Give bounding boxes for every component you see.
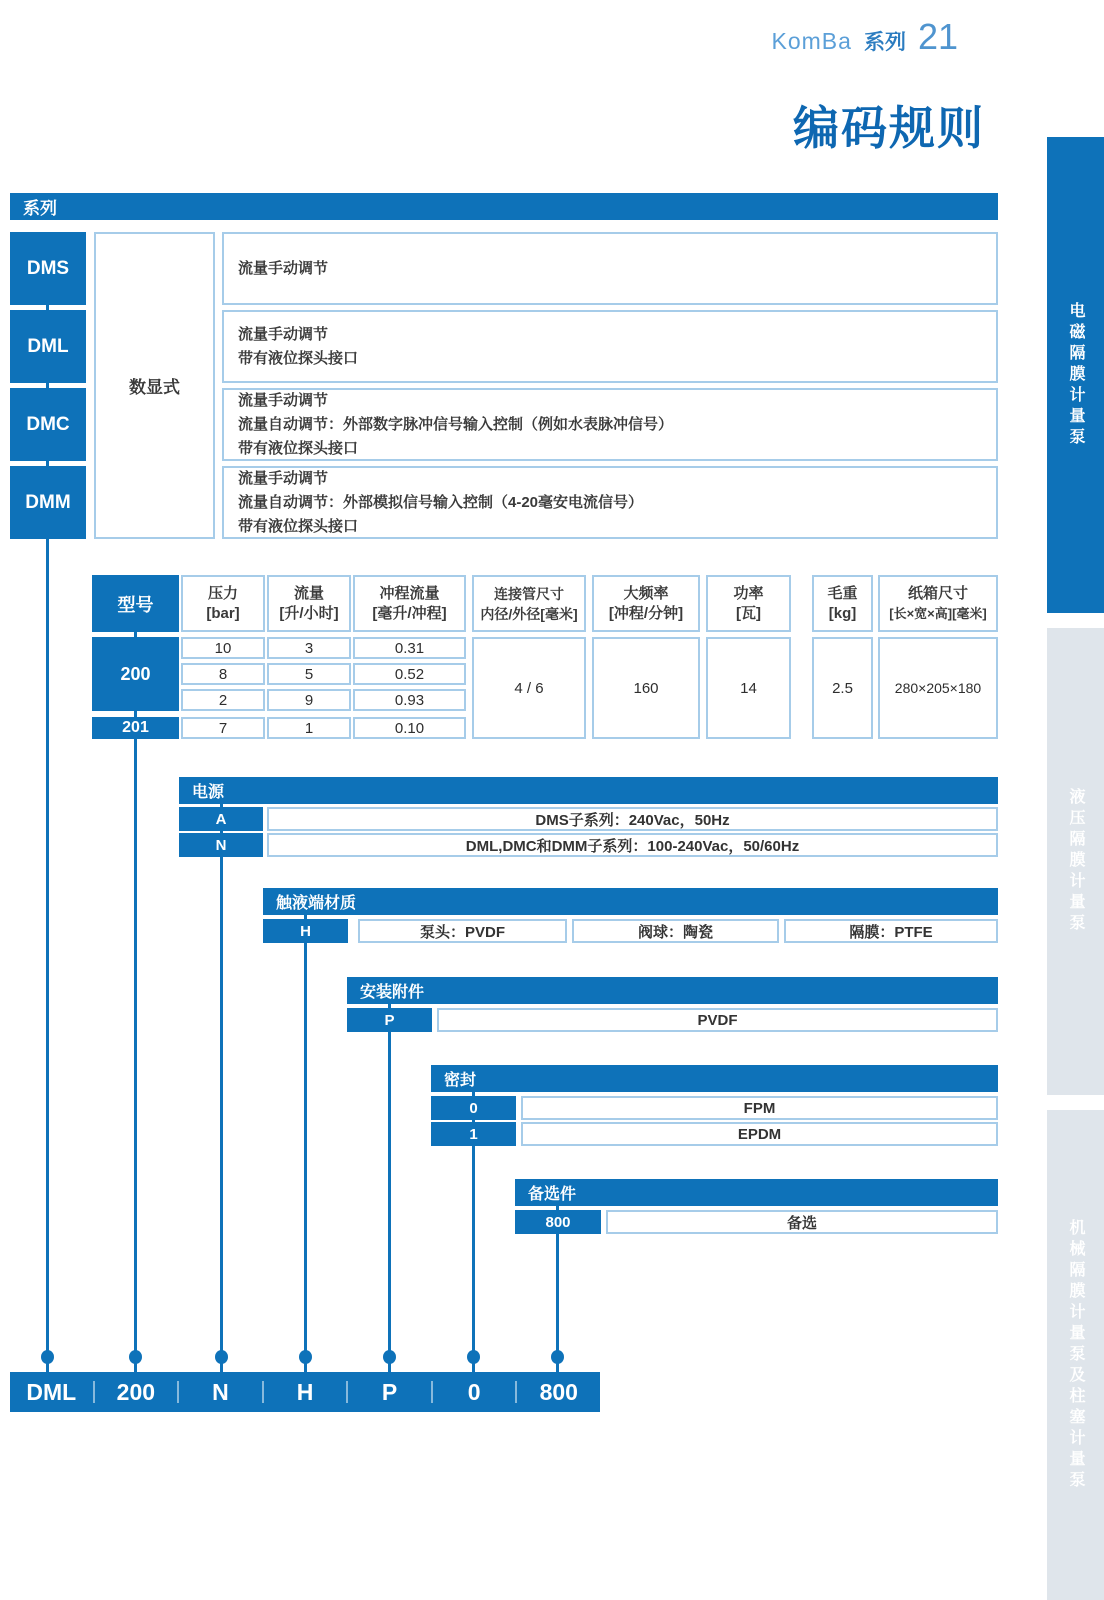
col-line: [升/小时] <box>279 604 339 622</box>
cell-flow: 5 <box>267 663 351 685</box>
col-line: 内径/外径[毫米] <box>480 605 578 622</box>
series-desc-dms <box>222 232 998 305</box>
wetted-code-h: H <box>263 919 348 943</box>
seal-section-title: 密封 <box>444 1072 477 1089</box>
spec-col-pipe <box>472 575 586 632</box>
cell-max-freq: 160 <box>592 637 700 739</box>
power-section-header <box>179 777 998 804</box>
wetted-value-valve-ball: 阀球：陶瓷 <box>572 919 779 943</box>
seal-section-header <box>431 1065 998 1092</box>
connector-line-mount <box>388 990 391 1372</box>
mount-section-header <box>347 977 998 1004</box>
cell-flow: 3 <box>267 637 351 659</box>
cell-stroke: 0.93 <box>353 689 466 711</box>
connector-line-power <box>220 790 223 1372</box>
desc-line: 流量手动调节 <box>238 469 329 487</box>
optional-value: 备选 <box>606 1210 998 1234</box>
connector-dot <box>299 1350 312 1364</box>
wetted-section-header <box>263 888 998 915</box>
cell-stroke: 0.10 <box>353 717 466 739</box>
series-code-dmc: DMC <box>10 388 86 461</box>
spec-col-carton <box>878 575 998 632</box>
col-line: 压力 <box>207 584 238 602</box>
page-header <box>772 16 958 58</box>
code-segment-power: N <box>212 1378 229 1405</box>
series-section-title: 系列 <box>23 199 57 218</box>
desc-line: 流量手动调节 <box>238 259 329 277</box>
mount-code-p: P <box>347 1008 432 1032</box>
col-line: [bar] <box>206 604 240 622</box>
cell-pressure: 2 <box>181 689 265 711</box>
power-value-n: DML,DMC和DMM子系列：100-240Vac，50/60Hz <box>267 833 998 857</box>
cell-stroke: 0.52 <box>353 663 466 685</box>
wetted-value-diaphragm: 隔膜：PTFE <box>784 919 998 943</box>
desc-line: 带有液位探头接口 <box>238 439 359 457</box>
col-line: [kg] <box>828 604 857 622</box>
cell-stroke: 0.31 <box>353 637 466 659</box>
sidebar-tab-solenoid-diaphragm-pump <box>1047 137 1104 613</box>
series-code-dml: DML <box>10 310 86 383</box>
seal-value-fpm: FPM <box>521 1096 998 1120</box>
cell-pressure: 8 <box>181 663 265 685</box>
col-line: [长×宽×高][毫米] <box>889 605 987 621</box>
series-desc-dmm <box>222 466 998 539</box>
connector-dot <box>467 1350 480 1364</box>
cell-power: 14 <box>706 637 791 739</box>
connector-dot <box>129 1350 142 1364</box>
sidebar-tab-hydraulic-diaphragm-pump <box>1047 628 1104 1095</box>
series-code-dms: DMS <box>10 232 86 305</box>
mount-section-title: 安装附件 <box>360 984 425 1001</box>
spec-col-pressure <box>181 575 265 632</box>
cell-weight: 2.5 <box>812 637 873 739</box>
col-line: 冲程流量 <box>379 584 440 602</box>
spec-col-weight <box>812 575 873 632</box>
desc-line: 流量自动调节：外部数字脉冲信号输入控制（例如水表脉冲信号） <box>238 415 674 433</box>
power-section-title: 电源 <box>192 784 225 801</box>
col-line: 连接管尺寸 <box>494 585 564 602</box>
col-line: 大频率 <box>623 584 669 602</box>
code-segment-series: DML <box>26 1378 77 1405</box>
col-line: [瓦] <box>736 604 761 622</box>
sidebar-tab-label: 机械隔膜计量泵及柱塞计量泵 <box>1067 1218 1084 1492</box>
col-line: [冲程/分钟] <box>608 604 684 622</box>
desc-line: 流量自动调节：外部模拟信号输入控制（4-20毫安电流信号） <box>238 493 644 511</box>
col-line: [毫升/冲程] <box>372 604 447 622</box>
series-code-dmm: DMM <box>10 466 86 539</box>
code-segment-optional: 800 <box>539 1378 578 1405</box>
seal-code-0: 0 <box>431 1096 516 1120</box>
code-segment-mount: P <box>381 1378 398 1405</box>
col-line: 纸箱尺寸 <box>907 584 968 602</box>
cell-pipe-size: 4 / 6 <box>472 637 586 739</box>
spec-col-power <box>706 575 791 632</box>
display-type-box: 数显式 <box>94 232 215 539</box>
cell-carton: 280×205×180 <box>878 637 998 739</box>
optional-section-header <box>515 1179 998 1206</box>
connector-dot <box>215 1350 228 1364</box>
connector-dot <box>41 1350 54 1364</box>
desc-line: 流量手动调节 <box>238 325 329 343</box>
wetted-value-pump-head: 泵头：PVDF <box>358 919 567 943</box>
seal-code-1: 1 <box>431 1122 516 1146</box>
code-segment-seal: 0 <box>467 1378 481 1405</box>
series-desc-dml <box>222 310 998 383</box>
sidebar-tab-label: 电磁隔膜计量泵 <box>1067 301 1084 449</box>
sidebar-tab-mechanical-diaphragm-pump <box>1047 1110 1104 1600</box>
model-200-box: 200 <box>92 637 179 711</box>
optional-code-800: 800 <box>515 1210 601 1234</box>
connector-line-model <box>134 600 137 1372</box>
connector-dot <box>383 1350 396 1364</box>
connector-line-wetted <box>304 900 307 1372</box>
spec-col-stroke <box>353 575 466 632</box>
series-word: 系列 <box>863 31 906 54</box>
power-code-a: A <box>179 807 263 831</box>
code-segment-model: 200 <box>116 1378 156 1405</box>
order-code-bar <box>10 1372 600 1412</box>
cell-flow: 9 <box>267 689 351 711</box>
page-number: 21 <box>917 16 958 57</box>
code-segment-wetted: H <box>296 1378 314 1405</box>
model-201-box: 201 <box>92 717 179 739</box>
cell-pressure: 10 <box>181 637 265 659</box>
desc-line: 带有液位探头接口 <box>238 349 359 367</box>
mount-value: PVDF <box>437 1008 998 1032</box>
desc-line: 流量手动调节 <box>238 391 329 409</box>
optional-section-title: 备选件 <box>528 1186 577 1203</box>
sidebar-tab-label: 液压隔膜计量泵 <box>1067 788 1084 935</box>
brand-name: KomBa <box>771 28 852 54</box>
spec-col-freq <box>592 575 700 632</box>
series-desc-dmc <box>222 388 998 461</box>
power-value-a: DMS子系列：240Vac，50Hz <box>267 807 998 831</box>
cell-pressure: 7 <box>181 717 265 739</box>
col-line: 流量 <box>293 584 324 602</box>
cell-flow: 1 <box>267 717 351 739</box>
col-line: 毛重 <box>827 584 858 602</box>
series-section-header <box>10 193 998 220</box>
spec-col-flow <box>267 575 351 632</box>
col-line: 功率 <box>733 584 764 602</box>
desc-line: 带有液位探头接口 <box>238 517 359 535</box>
spec-col-model: 型号 <box>92 575 179 632</box>
power-code-n: N <box>179 833 263 857</box>
connector-dot <box>551 1350 564 1364</box>
page-title: 编码规则 <box>793 102 985 154</box>
wetted-section-title: 触液端材质 <box>276 895 357 912</box>
seal-value-epdm: EPDM <box>521 1122 998 1146</box>
